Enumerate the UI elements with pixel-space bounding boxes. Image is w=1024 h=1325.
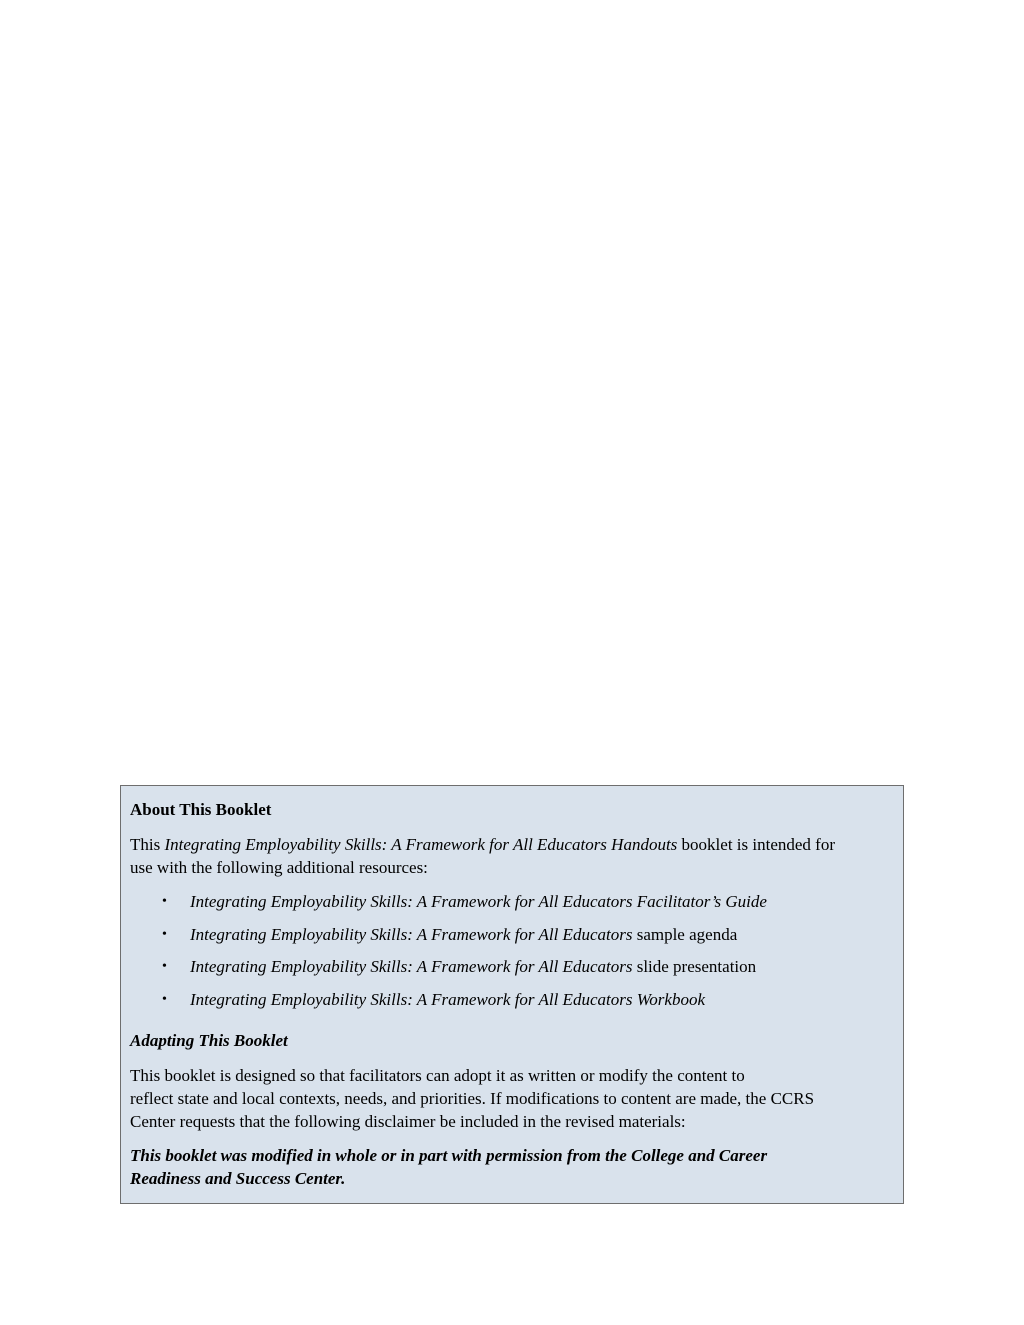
disclaimer-text [130, 1144, 894, 1190]
adapting-line1: This booklet is designed so that facilitators can adopt it as written or modify the content to [130, 1066, 745, 1085]
adapting-paragraph [130, 1064, 894, 1133]
bullet-icon: • [162, 894, 167, 909]
bullet-icon: • [162, 926, 167, 942]
list-item [162, 890, 894, 923]
resource-title: Integrating Employability Skills: A Framework for All Educators [190, 957, 633, 976]
about-booklet-box [120, 785, 904, 1204]
resources-list [130, 890, 894, 1020]
adapting-heading: Adapting This Booklet [130, 1031, 288, 1050]
resource-title: Integrating Employability Skills: A Framework for All Educators Workbook [190, 989, 705, 1009]
resource-suffix: sample agenda [632, 924, 738, 944]
intro-suffix: booklet is intended for [677, 835, 835, 854]
intro-prefix: This [130, 835, 165, 854]
about-heading: About This Booklet [130, 800, 272, 819]
intro-title: Integrating Employability Skills: A Framework for All Educators Handouts [164, 835, 678, 854]
resource-suffix: slide presentation [632, 957, 757, 976]
disclaimer-line2: Readiness and Success Center. [130, 1169, 346, 1188]
resource-title: Integrating Employability Skills: A Framework for All Educators Facilitator’s Guide [190, 892, 767, 911]
intro-line2: use with the following additional resources: [130, 858, 428, 877]
list-item [162, 955, 894, 988]
resource-title: Integrating Employability Skills: A Framework for All Educators [190, 924, 633, 944]
adapting-line2: reflect state and local contexts, needs, and priorities. If modifications to content are made, the CCRS [130, 1089, 815, 1108]
bullet-icon: • [162, 959, 167, 974]
disclaimer-line1: This booklet was modified in whole or in part with permission from the College and Career [130, 1146, 768, 1165]
about-intro-paragraph [130, 833, 894, 879]
list-item [162, 988, 894, 1021]
list-item [162, 923, 894, 956]
bullet-icon: • [162, 991, 167, 1007]
adapting-line3: Center requests that the following disclaimer be included in the revised materials: [130, 1112, 686, 1131]
